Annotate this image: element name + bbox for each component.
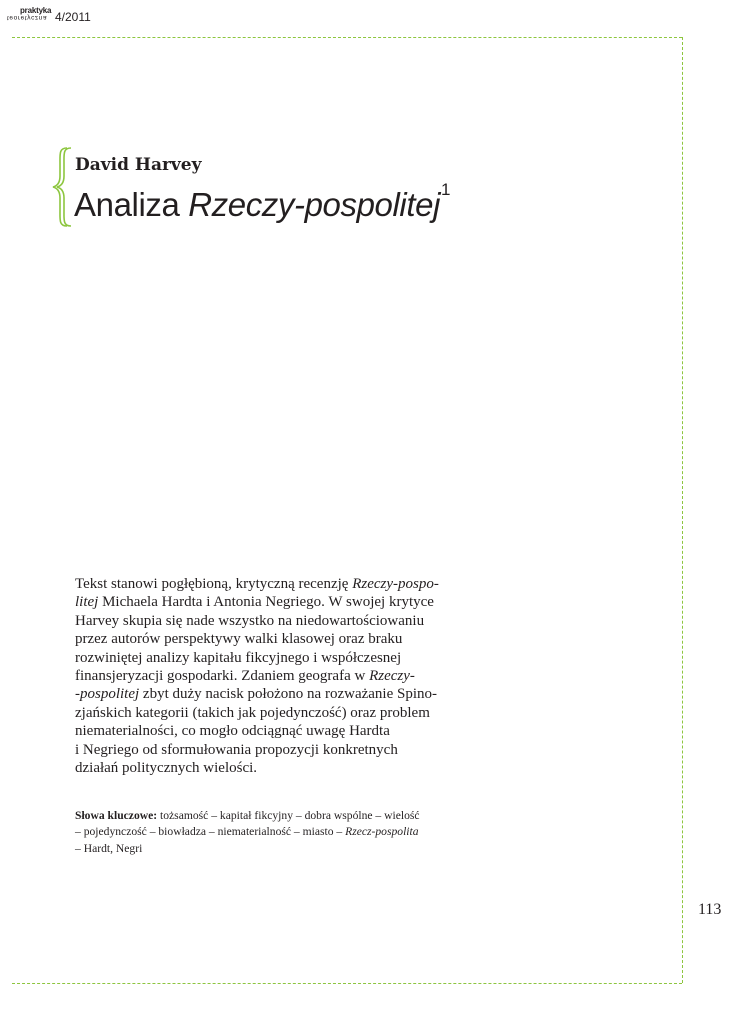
abstract-paragraph bbox=[75, 575, 447, 777]
title-italic: Rzeczy-pospolitej bbox=[188, 186, 441, 223]
keywords-label: Słowa kluczowe: bbox=[75, 809, 158, 822]
title-plain: Analiza bbox=[74, 186, 189, 223]
abstract-italic-title: Rzeczy- bbox=[369, 668, 415, 685]
frame-top-border bbox=[12, 37, 682, 38]
keywords-text-2: – pojedynczość – biowładza – niematerialność – miasto – bbox=[75, 825, 346, 839]
abstract-text: i Negriego od sformułowania propozycji konkretnych bbox=[75, 741, 398, 758]
abstract-line bbox=[75, 685, 447, 703]
abstract-line bbox=[75, 667, 447, 685]
issue-number: 4/2011 bbox=[55, 10, 91, 24]
abstract-text: Michaela Hardta i Antonia Negriego. W swojej krytyce bbox=[98, 594, 434, 611]
abstract-text: zjańskich kategorii (takich jak pojedynczość) oraz problem bbox=[75, 704, 430, 721]
logo-text-teoretyczna: teoretyczna bbox=[7, 14, 48, 21]
footnote-marker: 1 bbox=[441, 180, 451, 199]
frame-right-border bbox=[682, 37, 683, 983]
abstract-text: zbyt duży nacisk położono na rozważanie Spino- bbox=[139, 686, 437, 703]
abstract-italic-title: Rzeczy-pospo- bbox=[352, 576, 439, 592]
keywords-line-3: – Hardt, Negri bbox=[75, 841, 143, 855]
logo-text-praktyka: praktyka bbox=[20, 6, 52, 15]
abstract-line bbox=[75, 649, 447, 667]
abstract-line bbox=[75, 759, 447, 777]
abstract-line bbox=[75, 630, 447, 648]
abstract-line bbox=[75, 612, 447, 630]
journal-logo bbox=[6, 6, 126, 28]
abstract-line bbox=[75, 722, 447, 740]
author-name: David Harvey bbox=[75, 155, 202, 175]
keywords-block bbox=[75, 808, 455, 857]
abstract-text: przez autorów perspektywy walki klasowej oraz braku bbox=[75, 631, 403, 648]
abstract-line bbox=[75, 575, 447, 593]
curly-brace-icon bbox=[50, 146, 72, 228]
keywords-line-2 bbox=[75, 824, 455, 840]
abstract-text: rozwiniętej analizy kapitału fikcyjnego i współczesnej bbox=[75, 649, 402, 666]
abstract-text: niematerialności, co mogło odciągnąć uwagę Hardta bbox=[75, 723, 390, 740]
article-title bbox=[74, 180, 451, 224]
abstract-text: Tekst stanowi pogłębioną, krytyczną recenzję bbox=[75, 576, 353, 592]
abstract-text: finansjeryzacji gospodarki. Zdaniem geografa w bbox=[75, 668, 370, 685]
abstract-line bbox=[75, 704, 447, 722]
abstract-line bbox=[75, 593, 447, 611]
abstract-text: działań politycznych wielości. bbox=[75, 760, 258, 777]
abstract-italic-title: litej bbox=[75, 594, 99, 611]
keywords-line-1 bbox=[75, 808, 455, 824]
abstract-italic-title: -pospolitej bbox=[75, 686, 140, 703]
frame-bottom-border bbox=[12, 983, 682, 984]
page-number: 113 bbox=[698, 901, 722, 918]
keywords-italic-term: Rzecz-pospolita bbox=[345, 825, 419, 839]
keywords-text-1: tożsamość – kapitał fikcyjny – dobra wspólne – wielość bbox=[157, 809, 420, 822]
abstract-text: Harvey skupia się nade wszystko na niedowartościowaniu bbox=[75, 612, 425, 629]
abstract-line bbox=[75, 741, 447, 759]
